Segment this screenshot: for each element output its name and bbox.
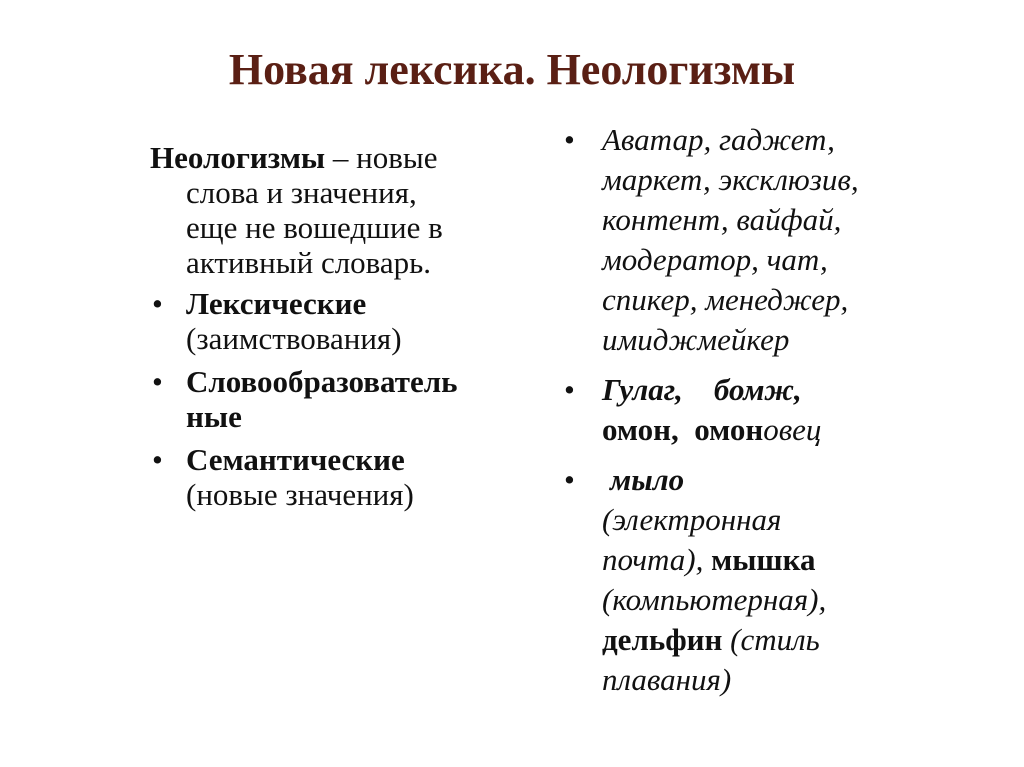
list-item-derivational [150, 364, 550, 434]
example-word-stem: омон [694, 412, 764, 447]
example-text: почта), [602, 542, 712, 577]
example-line: имиджмейкер [602, 322, 790, 357]
list-item-sub: (новые значения) [186, 477, 414, 512]
definition [150, 140, 550, 280]
example-word-suffix: овец [763, 412, 822, 447]
example-line: модератор, чат, [602, 242, 828, 277]
examples-semantic [562, 460, 1002, 700]
list-item-head-cont: ные [186, 399, 242, 434]
example-line: (электронная [602, 502, 782, 537]
bullet-icon: • [564, 372, 575, 407]
bullet-icon: • [152, 286, 163, 321]
example-line [602, 540, 1002, 580]
definition-term: Неологизмы [150, 140, 326, 175]
example-word: мышка [711, 542, 816, 577]
bullet-icon: • [564, 462, 575, 497]
example-line [602, 370, 1002, 410]
example-line: маркет, эксклюзив, [602, 162, 859, 197]
right-column [562, 120, 1002, 710]
example-line [602, 620, 1002, 660]
definition-line-3: еще не вошедшие в [186, 210, 443, 245]
examples-lexical [562, 120, 1002, 360]
example-word: бомж, [713, 372, 802, 407]
list-item-head: Словообразователь [186, 364, 458, 399]
bullet-icon: • [152, 442, 163, 477]
definition-rest: – новые [325, 140, 438, 175]
list-item-semantic [150, 442, 550, 512]
slide-title: Новая лексика. Неологизмы [228, 45, 796, 94]
example-line [602, 410, 1002, 450]
example-word: Гулаг, [602, 372, 683, 407]
example-line: спикер, менеджер, [602, 282, 849, 317]
example-line: (компьютерная), [602, 582, 827, 617]
list-item-sub: (заимствования) [186, 321, 402, 356]
example-line: Аватар, гаджет, [602, 122, 835, 157]
definition-line-1 [150, 140, 550, 175]
list-item-lexical [150, 286, 550, 356]
example-line: контент, вайфай, [602, 202, 842, 237]
bullet-icon: • [152, 364, 163, 399]
right-bullet-list [562, 120, 1002, 700]
example-word: омон, [602, 412, 679, 447]
bullet-icon: • [564, 122, 575, 157]
examples-derivational [562, 370, 1002, 450]
example-text: (стиль [722, 622, 820, 657]
example-line [602, 460, 1002, 500]
left-bullet-list [150, 286, 550, 512]
example-word: дельфин [602, 622, 723, 657]
example-word: мыло [610, 462, 685, 497]
list-item-head: Лексические [186, 286, 367, 321]
definition-line-4: активный словарь. [186, 245, 432, 280]
list-item-head: Семантические [186, 442, 405, 477]
example-line: плавания) [602, 662, 732, 697]
left-column [150, 140, 550, 520]
definition-line-2: слова и значения, [186, 175, 417, 210]
